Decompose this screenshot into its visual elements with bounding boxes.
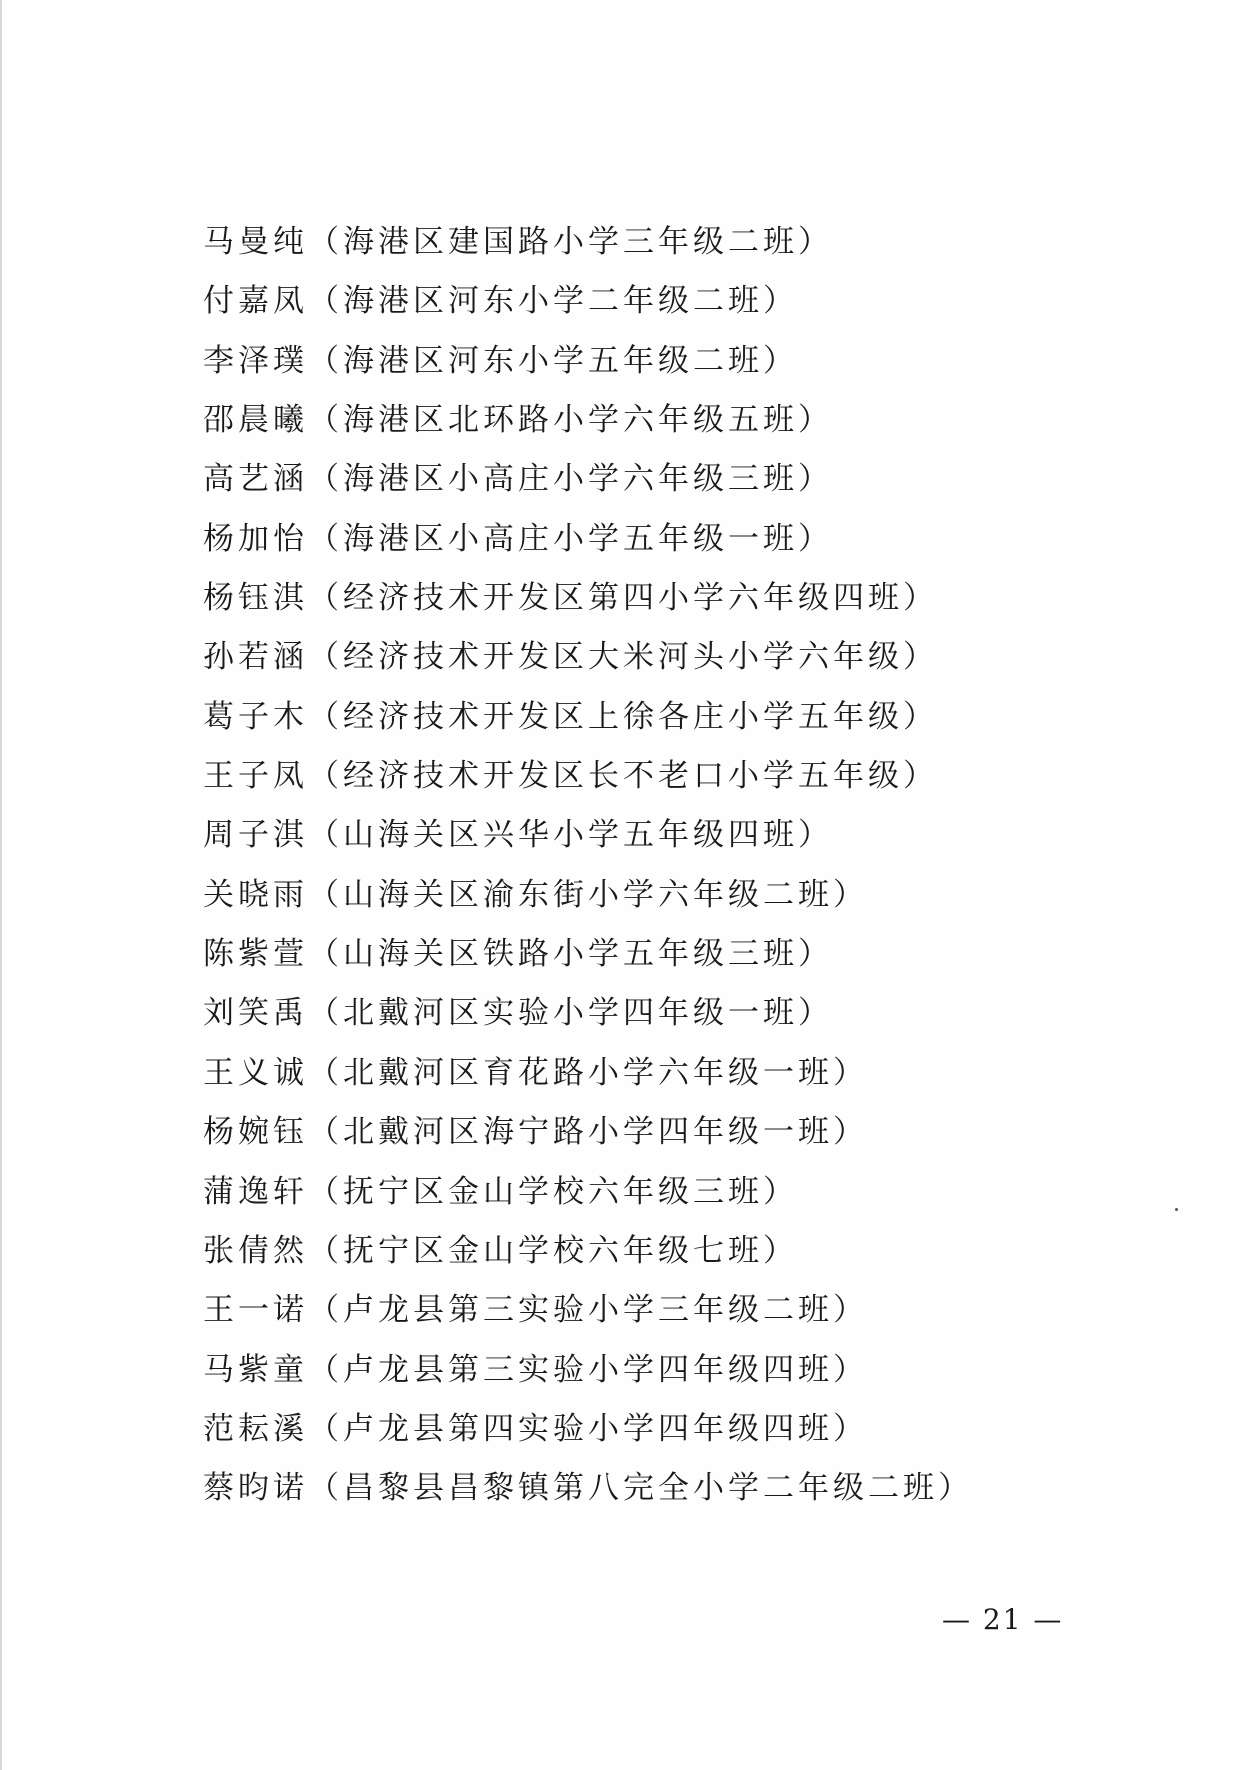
student-name: 蒲逸轩 [203, 1173, 308, 1210]
school-class: （海港区河东小学二年级二班） [308, 283, 798, 320]
student-name: 王子凤 [203, 758, 308, 795]
school-class: （山海关区渝东街小学六年级二班） [308, 876, 868, 913]
student-name: 张倩然 [203, 1232, 308, 1269]
school-class: （经济技术开发区长不老口小学五年级） [308, 758, 938, 795]
list-item [203, 1290, 1203, 1349]
school-class: （抚宁区金山学校六年级三班） [308, 1173, 798, 1210]
list-item [203, 1172, 1203, 1231]
student-name: 刘笑禹 [203, 995, 308, 1032]
school-class: （卢龙县第三实验小学四年级四班） [308, 1351, 868, 1388]
student-name: 孙若涵 [203, 639, 308, 676]
student-name: 杨加怡 [203, 520, 308, 557]
student-name: 葛子木 [203, 698, 308, 735]
school-class: （昌黎县昌黎镇第八完全小学二年级二班） [308, 1470, 973, 1507]
scan-speck [1175, 1208, 1178, 1211]
list-item [203, 756, 1203, 815]
student-name: 范耘溪 [203, 1410, 308, 1447]
school-class: （北戴河区育花路小学六年级一班） [308, 1054, 868, 1091]
school-class: （海港区北环路小学六年级五班） [308, 402, 833, 439]
student-name: 王义诚 [203, 1054, 308, 1091]
school-class: （海港区河东小学五年级二班） [308, 342, 798, 379]
student-name: 蔡昀诺 [203, 1470, 308, 1507]
student-name: 高艺涵 [203, 461, 308, 498]
school-class: （经济技术开发区上徐各庄小学五年级） [308, 698, 938, 735]
scan-edge [0, 0, 2, 1770]
student-name: 杨婉钰 [203, 1114, 308, 1151]
student-name: 马曼纯 [203, 224, 308, 260]
list-item [203, 1350, 1203, 1409]
school-class: （海港区建国路小学三年级二班） [308, 224, 833, 260]
list-item [203, 815, 1203, 874]
student-name: 邵晨曦 [203, 402, 308, 439]
list-item [203, 341, 1203, 400]
list-item [203, 459, 1203, 518]
list-item [203, 875, 1203, 934]
list-item [203, 697, 1203, 756]
school-class: （海港区小高庄小学六年级三班） [308, 461, 833, 498]
student-name: 关晓雨 [203, 876, 308, 913]
student-name: 王一诺 [203, 1292, 308, 1329]
school-class: （抚宁区金山学校六年级七班） [308, 1232, 798, 1269]
list-item [203, 578, 1203, 637]
student-name: 付嘉凤 [203, 283, 308, 320]
list-item [203, 1231, 1203, 1290]
list-item [203, 400, 1203, 459]
student-name: 杨钰淇 [203, 580, 308, 617]
list-item [203, 637, 1203, 696]
list-item [203, 1409, 1203, 1468]
student-name: 李泽璞 [203, 342, 308, 379]
school-class: （山海关区兴华小学五年级四班） [308, 817, 833, 854]
list-item [203, 519, 1203, 578]
list-item [203, 1112, 1203, 1171]
name-list [203, 222, 1203, 1528]
page-number: — 21 — [942, 1603, 1064, 1636]
list-item [203, 281, 1203, 340]
student-name: 陈紫萱 [203, 936, 308, 973]
school-class: （北戴河区实验小学四年级一班） [308, 995, 833, 1032]
list-item [203, 1468, 1203, 1527]
school-class: （海港区小高庄小学五年级一班） [308, 520, 833, 557]
list-item [203, 1053, 1203, 1112]
school-class: （经济技术开发区大米河头小学六年级） [308, 639, 938, 676]
school-class: （卢龙县第三实验小学三年级二班） [308, 1292, 868, 1329]
student-name: 周子淇 [203, 817, 308, 854]
list-item [203, 934, 1203, 993]
list-item [203, 222, 1203, 281]
list-item [203, 993, 1203, 1052]
school-class: （卢龙县第四实验小学四年级四班） [308, 1410, 868, 1447]
school-class: （北戴河区海宁路小学四年级一班） [308, 1114, 868, 1151]
school-class: （山海关区铁路小学五年级三班） [308, 936, 833, 973]
student-name: 马紫童 [203, 1351, 308, 1388]
school-class: （经济技术开发区第四小学六年级四班） [308, 580, 938, 617]
